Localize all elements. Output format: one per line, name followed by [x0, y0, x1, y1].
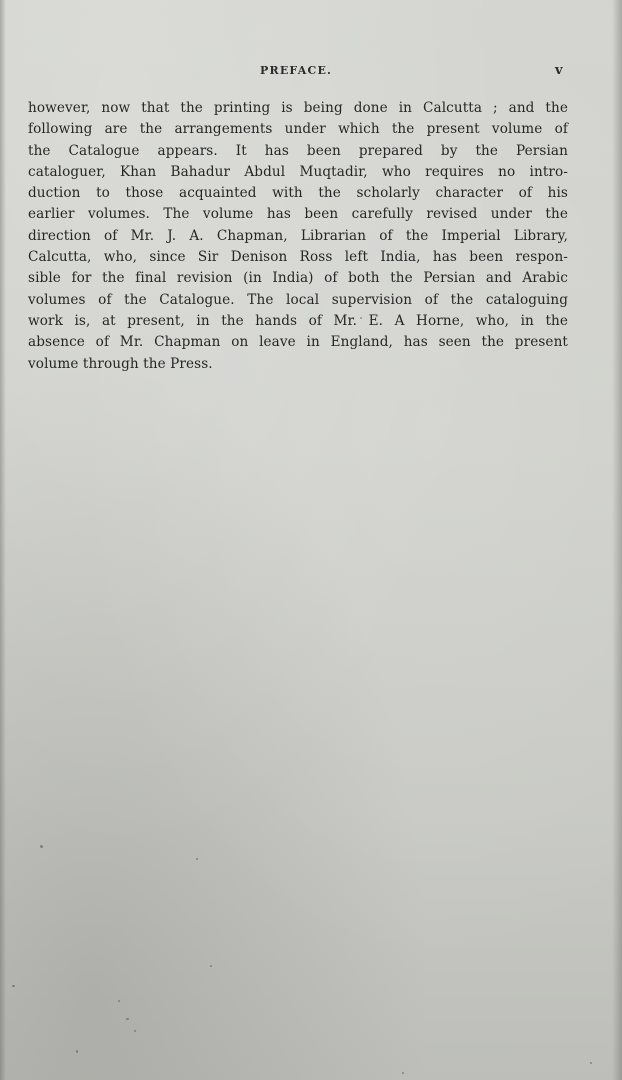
text-line: work is, at present, in the hands of Mr. E. A Horne, who, in the — [28, 312, 568, 329]
paper-speck — [126, 1018, 129, 1020]
preface-paragraph — [28, 98, 568, 375]
text-line: the Catalogue appears. It has been prepared by the Persian — [28, 142, 568, 159]
paper-speck — [360, 317, 362, 319]
text-line: earlier volumes. The volume has been carefully revised under the — [28, 206, 568, 223]
paper-speck — [210, 965, 212, 967]
page-number: v — [555, 63, 563, 78]
paper-speck — [590, 1062, 592, 1064]
running-head — [0, 64, 622, 84]
paper-speck — [12, 985, 15, 987]
text-line: cataloguer, Khan Bahadur Abdul Muqtadir, who requires no intro- — [28, 163, 568, 180]
text-line: absence of Mr. Chapman on leave in England, has seen the present — [28, 334, 568, 351]
paper-speck — [76, 1050, 78, 1053]
running-head-title: PREFACE. — [260, 64, 333, 77]
paper-speck — [118, 1000, 120, 1002]
text-line: however, now that the printing is being done in Calcutta ; and the — [28, 100, 568, 116]
text-line: duction to those acquainted with the scholarly character of his — [28, 185, 568, 202]
text-line: sible for the final revision (in India) of both the Persian and Arabic — [28, 270, 568, 287]
text-line: volume through the Press. — [28, 355, 213, 372]
text-line: following are the arrangements under which the present volume of — [28, 121, 568, 138]
paper-speck — [134, 1030, 136, 1032]
text-line: volumes of the Catalogue. The local supervision of the cataloguing — [28, 291, 568, 308]
page-edge-right — [612, 0, 622, 1080]
paper-speck — [40, 845, 43, 848]
page-edge-left — [0, 0, 6, 1080]
text-line: Calcutta, who, since Sir Denison Ross left India, has been respon- — [28, 249, 568, 266]
text-line: direction of Mr. J. A. Chapman, Librarian of the Imperial Library, — [28, 227, 568, 244]
paper-speck — [196, 858, 198, 860]
paper-speck — [402, 1072, 404, 1074]
